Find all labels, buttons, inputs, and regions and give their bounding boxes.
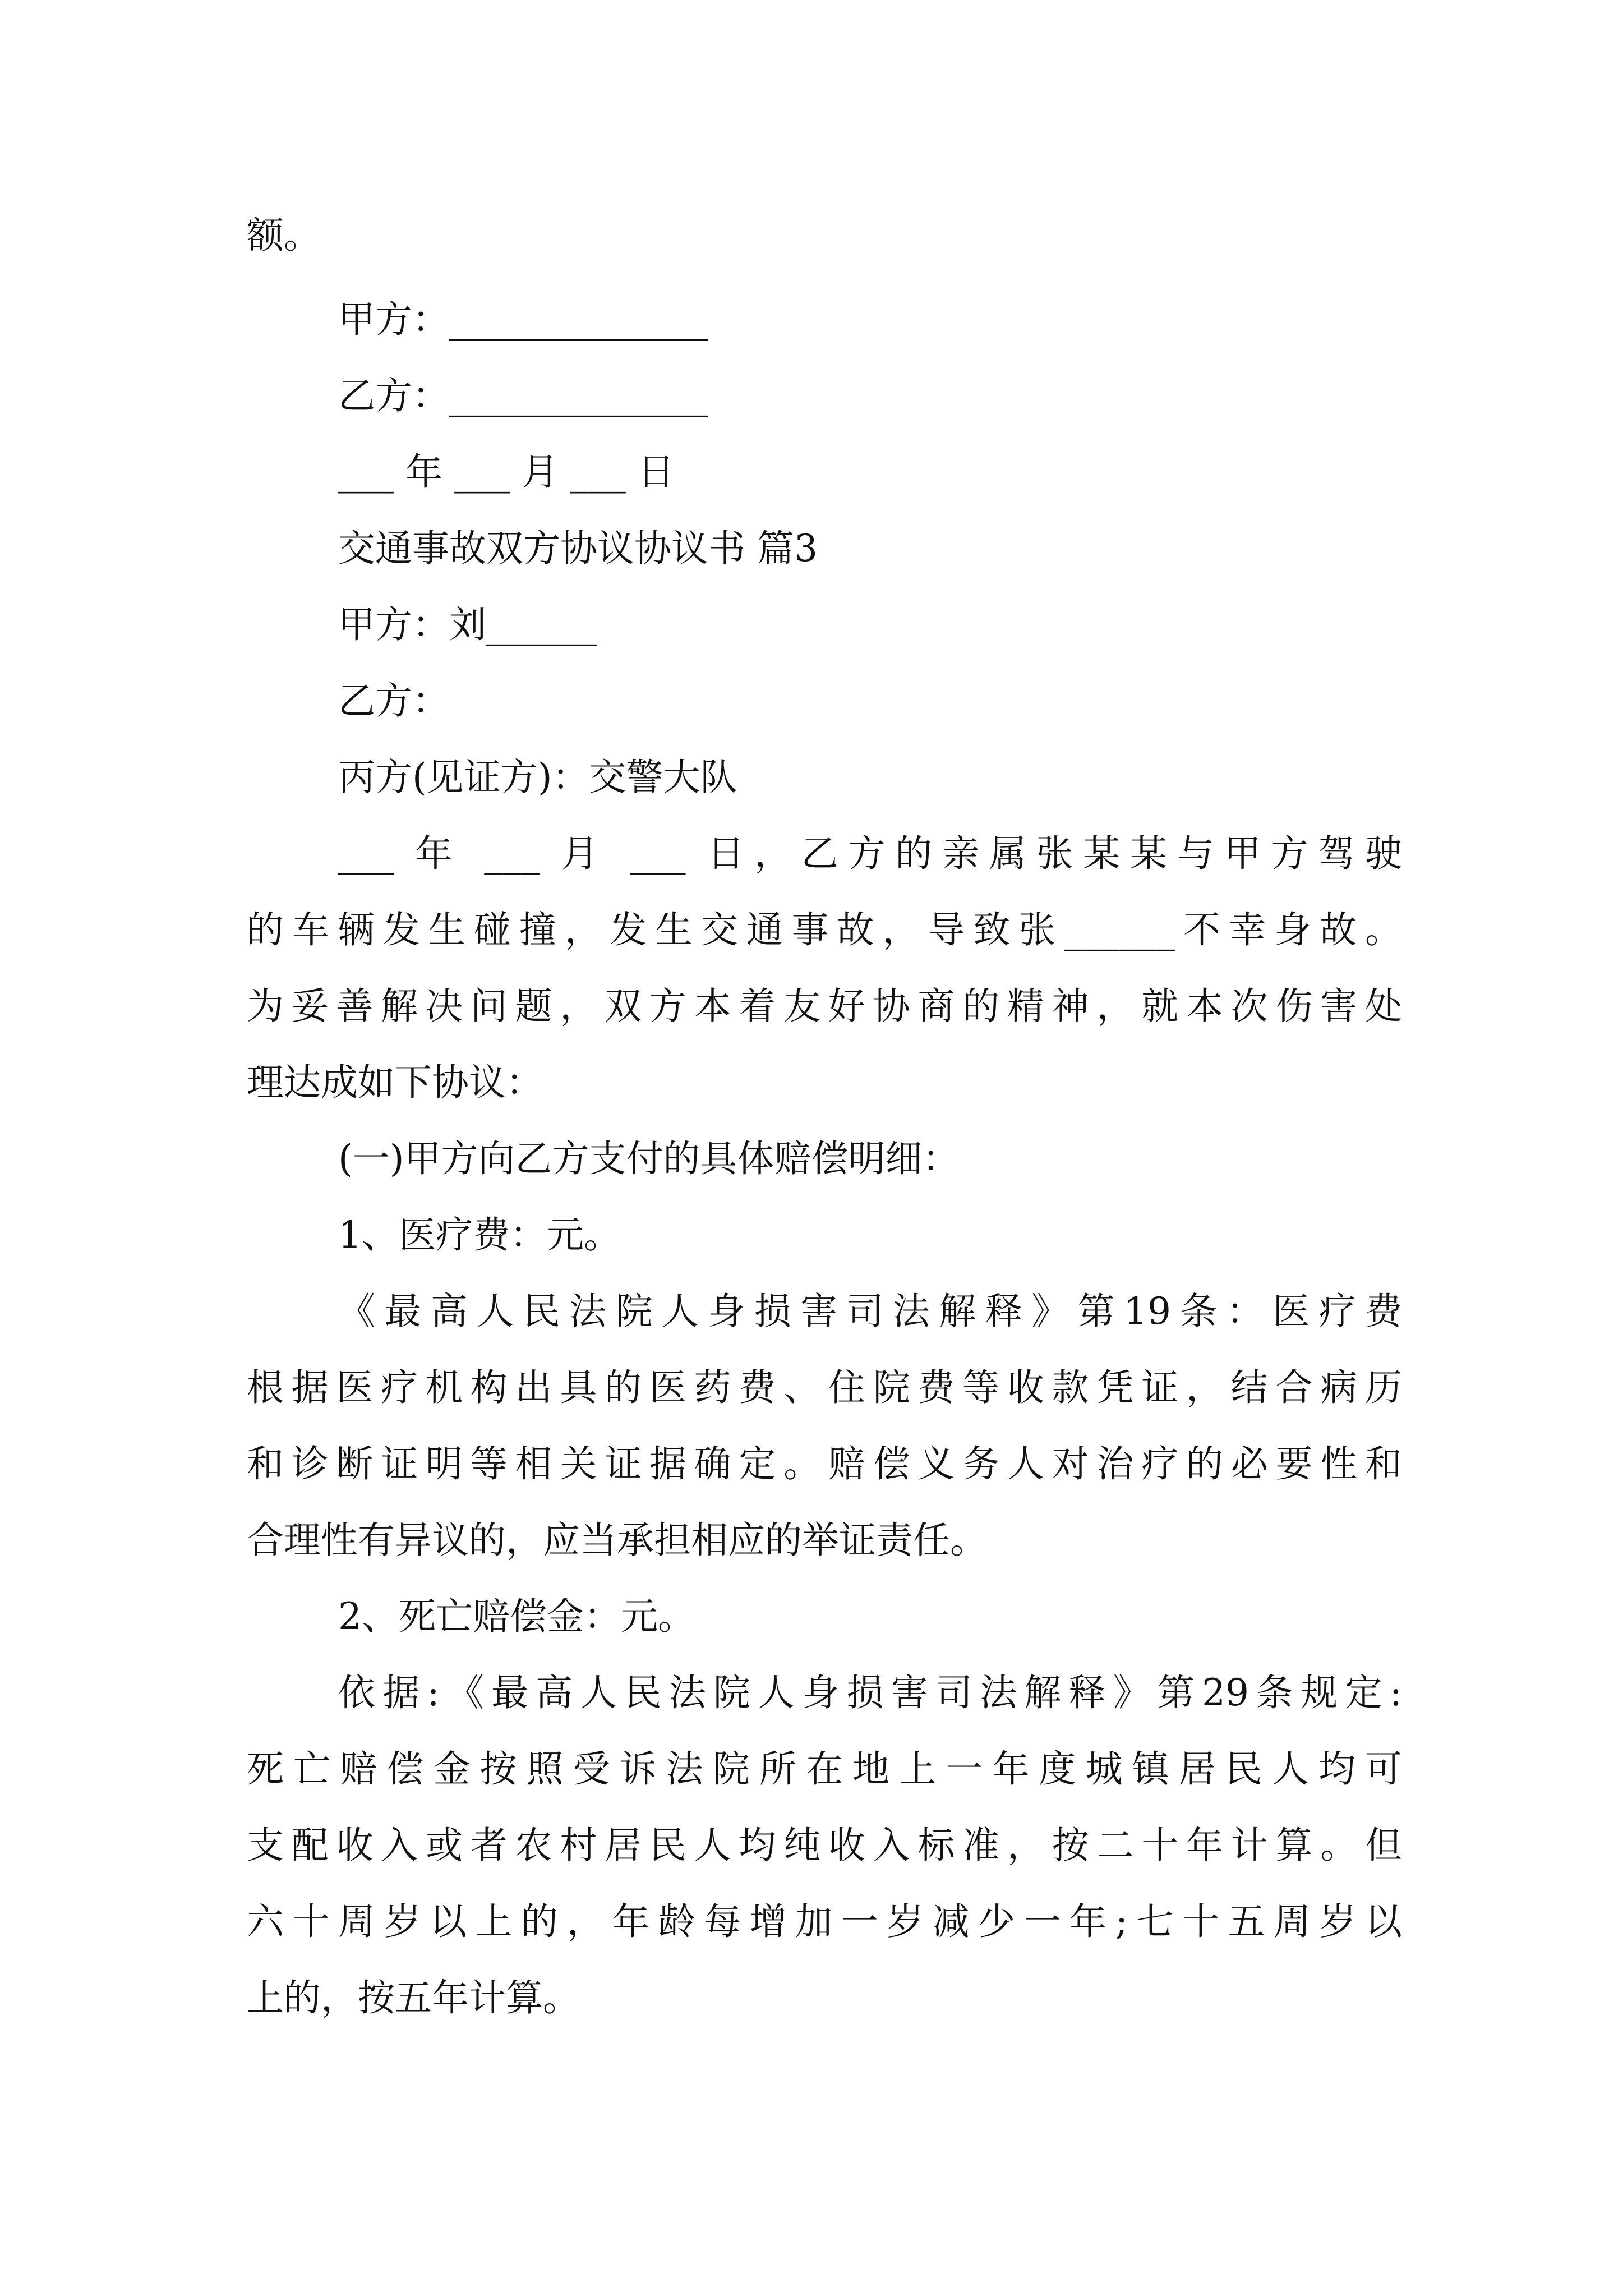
paragraph-line: 支配收入或者农村居民人均纯收入标准，按二十年计算。但 <box>247 1824 1402 1867</box>
paragraph-line: 合理性有异议的，应当承担相应的举证责任。 <box>247 1519 987 1562</box>
party-b-signature-line: 乙方：______________ <box>338 374 708 417</box>
list-item: 1、医疗费：元。 <box>338 1213 621 1257</box>
party-a-signature-line: 甲方：______________ <box>338 298 708 341</box>
paragraph-line: 依据:《最高人民法院人身损害司法解释》第29条规定: <box>338 1671 1402 1714</box>
list-item: 2、死亡赔偿金：元。 <box>338 1595 695 1638</box>
section-title: 交通事故双方协议协议书 篇3 <box>338 527 818 570</box>
subheading: (一)甲方向乙方支付的具体赔偿明细： <box>338 1137 960 1180</box>
paragraph-line: ___ 年 ___ 月 ___ 日，乙方的亲属张某某与甲方驾驶 <box>338 832 1402 875</box>
paragraph-line: 《最高人民法院人身损害司法解释》第19条：医疗费 <box>338 1290 1402 1333</box>
paragraph-line: 和诊断证明等相关证据确定。赔偿义务人对治疗的必要性和 <box>247 1442 1402 1485</box>
party-b-line: 乙方： <box>338 679 449 723</box>
paragraph-line: 死亡赔偿金按照受诉法院所在地上一年度城镇居民人均可 <box>247 1747 1402 1791</box>
party-a-line: 甲方：刘______ <box>338 603 597 646</box>
party-c-line: 丙方(见证方)：交警大队 <box>338 756 737 799</box>
paragraph-line: 根据医疗机构出具的医药费、住院费等收款凭证，结合病历 <box>247 1366 1402 1409</box>
paragraph-line: 上的，按五年计算。 <box>247 1976 580 2019</box>
paragraph-line: 理达成如下协议： <box>247 1061 543 1104</box>
text-line: 额。 <box>247 214 321 257</box>
paragraph-line: 六十周岁以上的，年龄每增加一岁减少一年;七十五周岁以 <box>247 1900 1402 1943</box>
paragraph-line: 为妥善解决问题，双方本着友好协商的精神，就本次伤害处 <box>247 984 1402 1028</box>
paragraph-line: 的车辆发生碰撞，发生交通事故，导致张______不幸身故。 <box>247 908 1402 951</box>
date-line: ___ 年 ___ 月 ___ 日 <box>338 450 675 494</box>
